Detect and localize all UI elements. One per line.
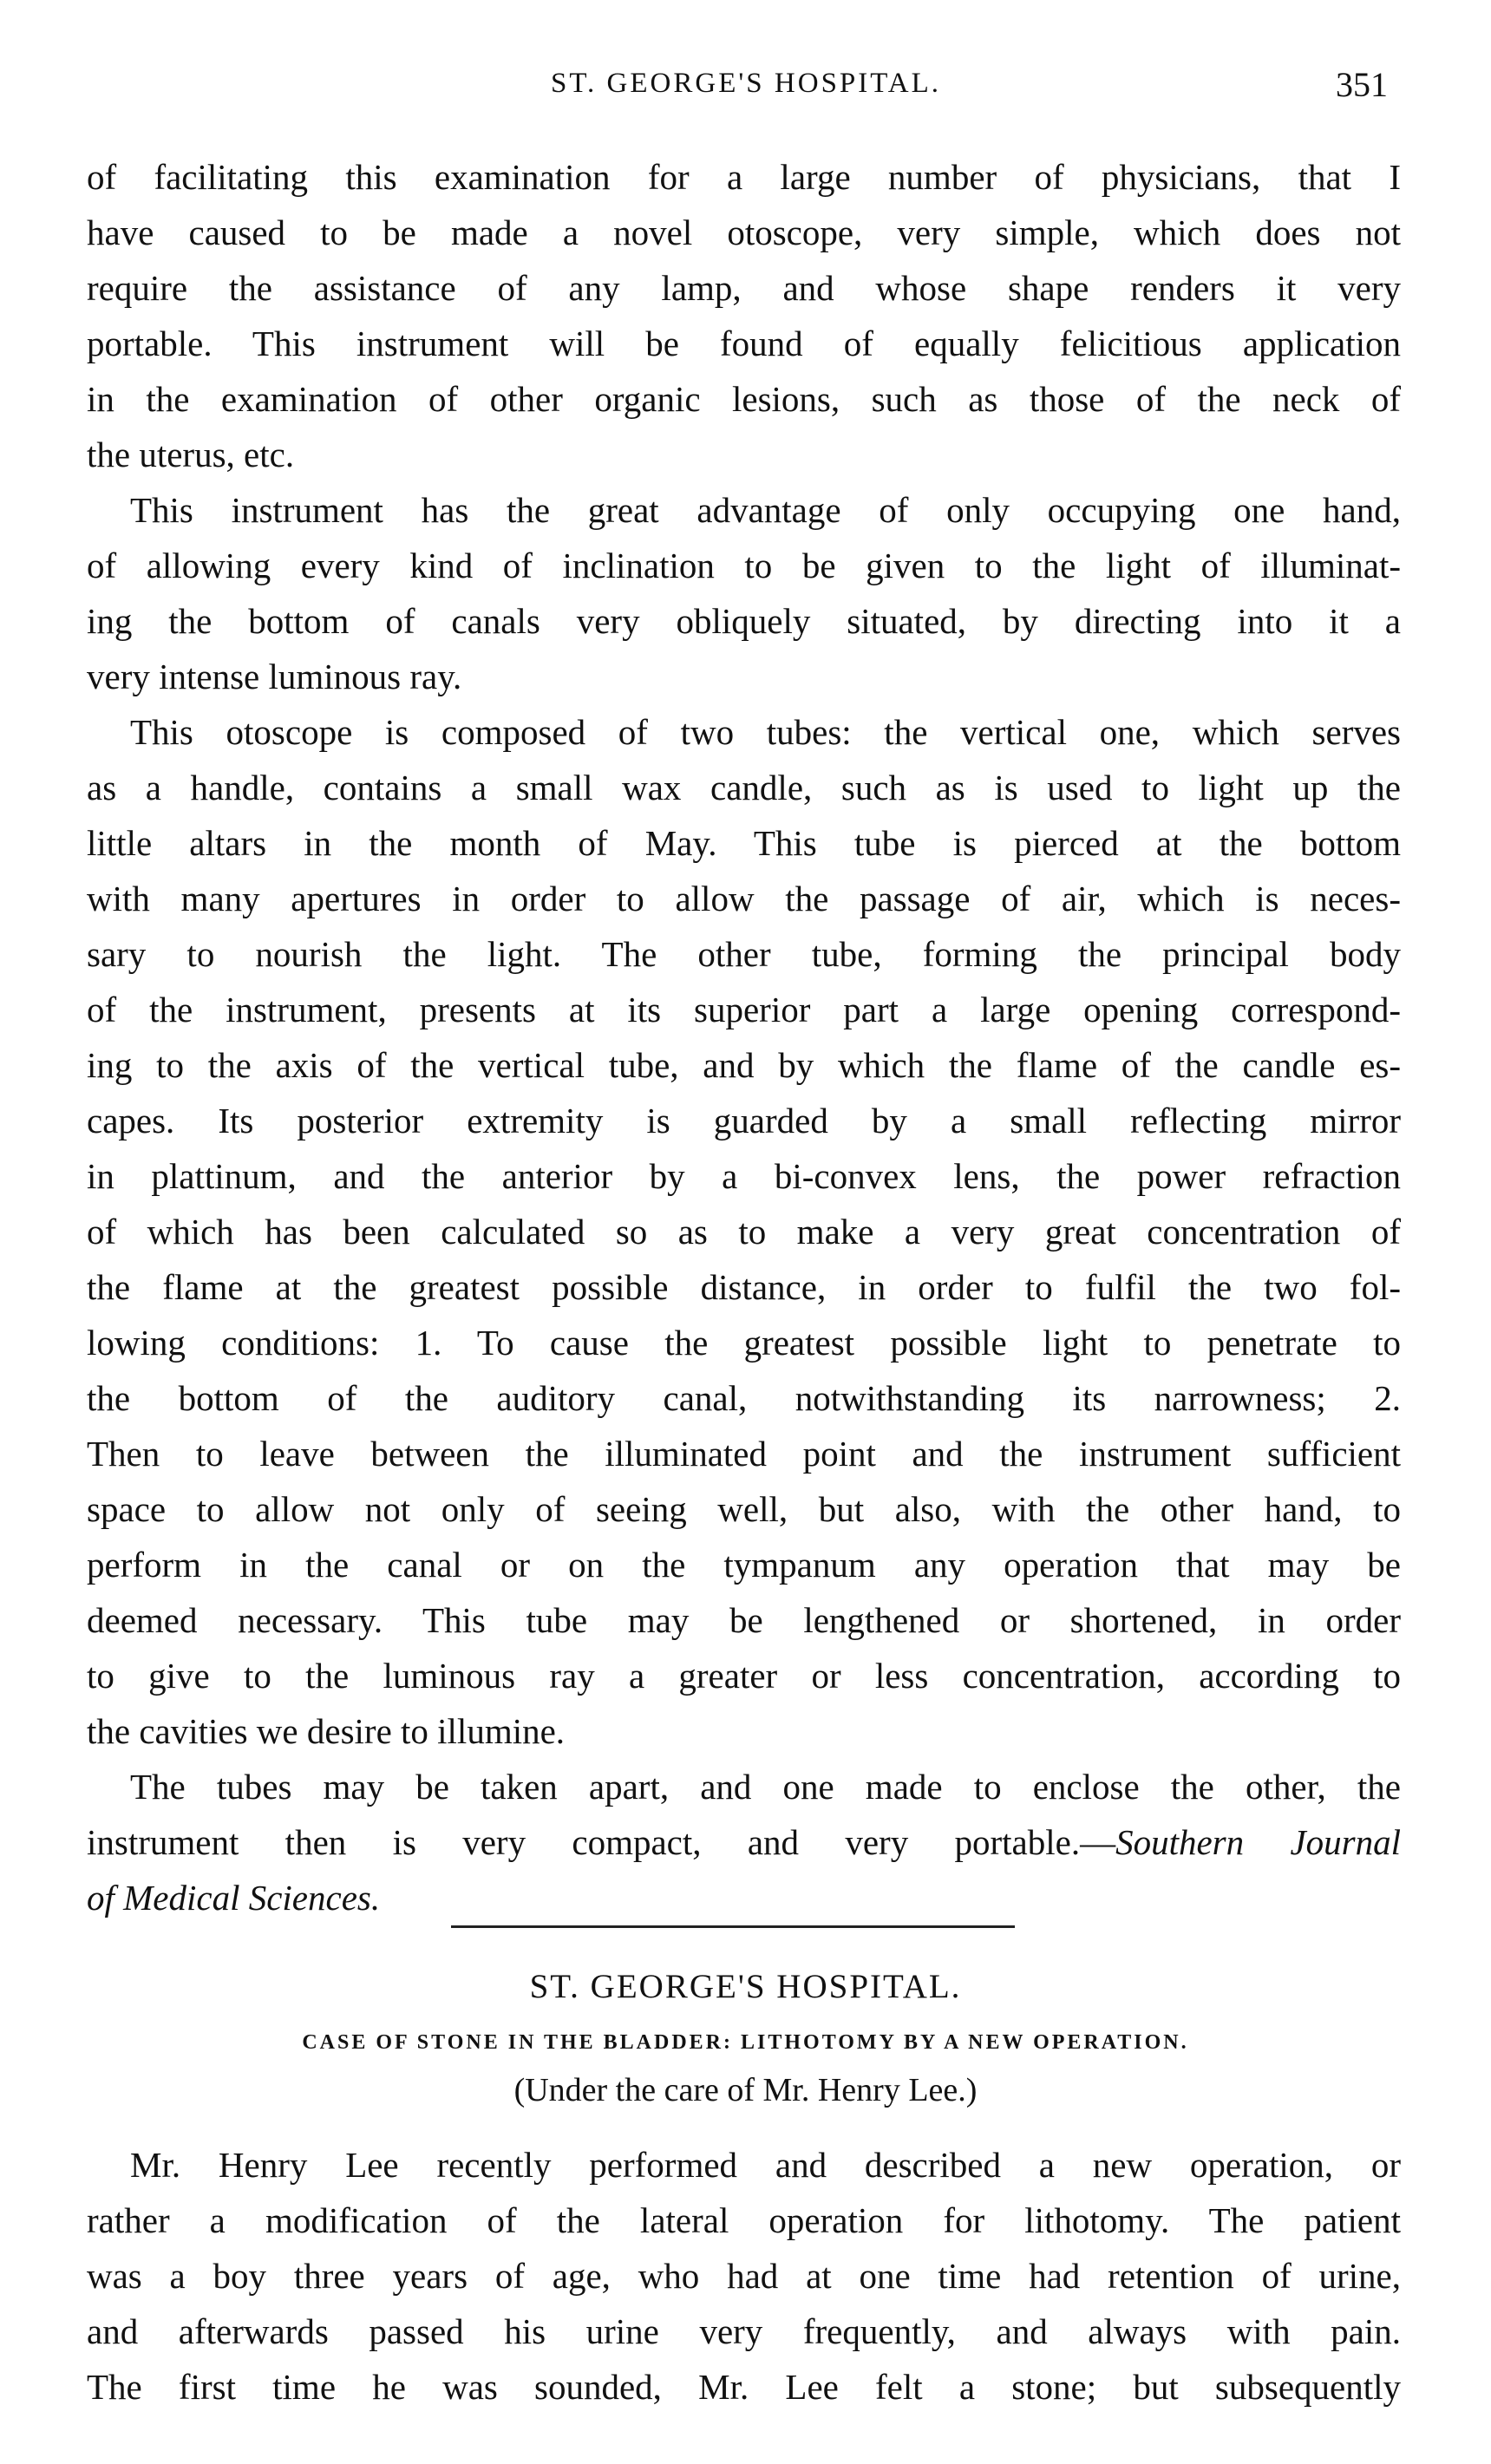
text-line: This instrument has the great advantage of only occupying one hand,	[130, 490, 1401, 530]
text-line: the bottom of the auditory canal, notwithstanding its narrowness; 2.	[87, 1378, 1401, 1418]
text-line: in plattinum, and the anterior by a bi-convex lens, the power refraction	[87, 1156, 1401, 1196]
running-head	[87, 65, 1405, 120]
text-line: ing to the axis of the vertical tube, and by which the flame of the candle es-	[87, 1045, 1401, 1085]
text-line: have caused to be made a novel otoscope, very simple, which does not	[87, 212, 1401, 252]
text-line: perform in the canal or on the tympanum any operation that may be	[87, 1545, 1401, 1585]
text-line: to give to the luminous ray a greater or less concentration, according to	[87, 1656, 1401, 1696]
page-number: 351	[1336, 65, 1388, 104]
text-line: space to allow not only of seeing well, but also, with the other hand, to	[87, 1489, 1401, 1529]
source-citation: Southern Journal	[1115, 1822, 1401, 1862]
section-divider	[451, 1925, 1015, 1928]
text-line: and afterwards passed his urine very frequently, and always with pain.	[87, 2311, 1401, 2351]
text-line: rather a modification of the lateral operation for lithotomy. The patient	[87, 2200, 1401, 2240]
text-line: The first time he was sounded, Mr. Lee felt a stone; but subsequently	[87, 2367, 1401, 2407]
text-line: Then to leave between the illuminated point and the instrument sufficient	[87, 1434, 1401, 1474]
text-line: of allowing every kind of inclination to be given to the light of illuminat-	[87, 546, 1401, 585]
text-line: little altars in the month of May. This tube is pierced at the bottom	[87, 823, 1401, 863]
text-line: the uterus, etc.	[87, 435, 295, 474]
text-line: ing the bottom of canals very obliquely situated, by directing into it a	[87, 601, 1401, 641]
source-citation-line: of Medical Sciences.	[87, 1878, 381, 1918]
article-lithotomy	[87, 2137, 1401, 2415]
text-line: the cavities we desire to illumine.	[87, 1711, 566, 1751]
text-line: the flame at the greatest possible distance, in order to fulfil the two fol-	[87, 1267, 1401, 1307]
section-care-line: (Under the care of Mr. Henry Lee.)	[513, 2072, 978, 2108]
text-line: was a boy three years of age, who had at one time had retention of urine,	[87, 2256, 1401, 2296]
text-line: of which has been calculated so as to make a very great concentration of	[87, 1212, 1401, 1252]
text-line: of facilitating this examination for a large number of physicians, that I	[87, 157, 1401, 197]
text-line: portable. This instrument will be found of equally felicitious application	[87, 324, 1401, 363]
text-line: with many apertures in order to allow the passage of air, which is neces-	[87, 879, 1401, 918]
article-otoscope	[87, 149, 1401, 1925]
text-line: as a handle, contains a small wax candle, such as is used to light up the	[87, 768, 1401, 807]
text-line: capes. Its posterior extremity is guarded by a small reflecting mirror	[87, 1101, 1401, 1140]
text-line: very intense luminous ray.	[87, 657, 462, 696]
text-line: in the examination of other organic lesions, such as those of the neck of	[87, 379, 1401, 419]
text-line: deemed necessary. This tube may be lengthened or shortened, in order	[87, 1600, 1401, 1640]
text-line: This otoscope is composed of two tubes: the vertical one, which serves	[130, 712, 1401, 752]
section-subtitle: CASE OF STONE IN THE BLADDER: LITHOTOMY BY A NEW OPERATION.	[302, 2031, 1189, 2054]
text-line: sary to nourish the light. The other tube, forming the principal body	[87, 934, 1401, 974]
running-title: ST. GEORGE'S HOSPITAL.	[550, 68, 942, 99]
text-line: lowing conditions: 1. To cause the greatest possible light to penetrate to	[87, 1323, 1401, 1363]
text-line: Mr. Henry Lee recently performed and described a new operation, or	[130, 2145, 1401, 2185]
text-line: The tubes may be taken apart, and one made to enclose the other, the	[130, 1767, 1401, 1807]
section-title: ST. GEORGE'S HOSPITAL.	[529, 1968, 962, 2005]
text-line: require the assistance of any lamp, and whose shape renders it very	[87, 268, 1401, 308]
text-fragment: instrument then is very compact, and very portable.—	[87, 1822, 1116, 1862]
text-line: of the instrument, presents at its superior part a large opening correspond-	[87, 990, 1401, 1029]
text-line	[87, 1814, 1401, 1870]
